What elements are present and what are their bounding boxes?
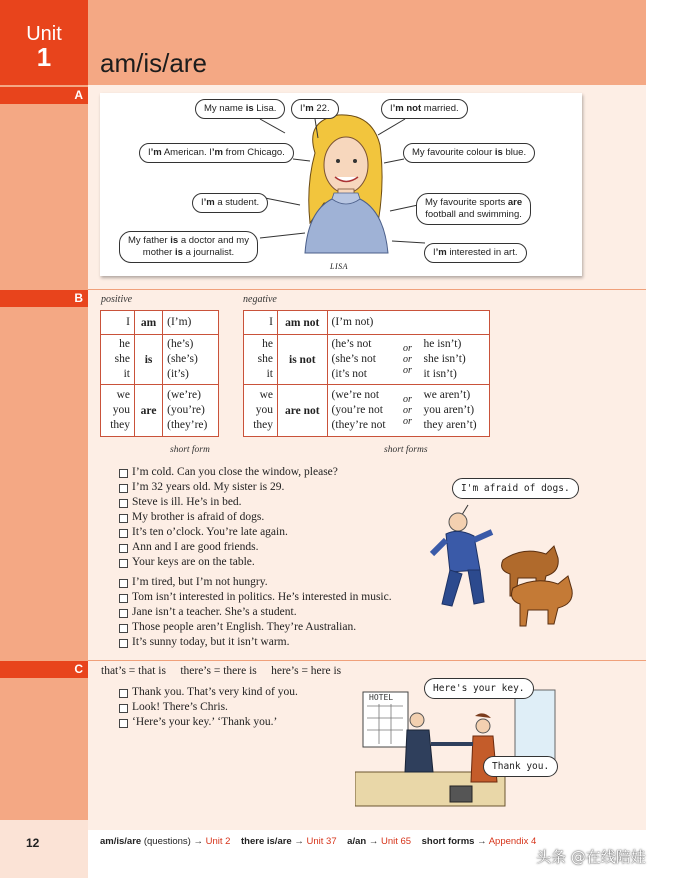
bubble-american: I’m American. I’m from Chicago.: [139, 143, 294, 163]
verb-cell: am not: [278, 311, 328, 335]
examples-list-1: [119, 465, 338, 570]
negative-label: negative: [243, 294, 277, 305]
section-b-divider: [88, 289, 646, 290]
contraction-equations: that’s = that is there’s = there is here’s = here is: [101, 665, 342, 677]
unit-word: Unit: [26, 23, 62, 45]
short-form-label-left: short form: [170, 445, 210, 455]
ref-topic: am/is/are: [100, 836, 142, 847]
ref-topic: short forms: [421, 836, 475, 847]
ref-link[interactable]: Unit 2: [205, 836, 231, 847]
or-cell: or or or: [398, 385, 419, 437]
verb-cell: is: [135, 335, 163, 385]
hotel-sign: HOTEL: [369, 693, 394, 702]
alt-form-cell: he isn’t) she isn’t) it isn’t): [419, 335, 489, 385]
unit-badge: [0, 0, 88, 85]
list-item: My brother is afraid of dogs.: [119, 510, 338, 525]
list-item: Steve is ill. He’s in bed.: [119, 495, 338, 510]
examples-list-3: [119, 685, 298, 730]
positive-table: [100, 310, 219, 437]
short-form-cell: (I’m): [163, 311, 219, 335]
section-c-divider: [88, 660, 646, 661]
pronoun-cell: he she it: [244, 335, 278, 385]
key-speech-bubble: Here's your key.: [424, 678, 534, 699]
ref-topic: a/an: [347, 836, 367, 847]
list-item: I’m cold. Can you close the window, please?: [119, 465, 338, 480]
left-band: [0, 0, 88, 878]
page-title: am/is/are: [100, 48, 207, 78]
bubble-sports: My favourite sports are football and swimming.: [416, 193, 531, 225]
short-form-cell: (he’s) (she’s) (it’s): [163, 335, 219, 385]
page-number: 12: [26, 836, 40, 850]
or-cell: or or or: [398, 335, 419, 385]
cross-references: am/is/are (questions) → Unit 2 there is/are → Unit 37 a/an → Unit 65 short forms → Appendix 4: [100, 836, 537, 847]
bubble-art: I’m interested in art.: [424, 243, 527, 263]
short-form-cell: (I’m not): [327, 311, 489, 335]
positive-label: positive: [101, 294, 133, 305]
list-item: It’s ten o’clock. You’re late again.: [119, 525, 338, 540]
list-item: I’m tired, but I’m not hungry.: [119, 575, 392, 590]
list-item: Ann and I are good friends.: [119, 540, 338, 555]
ref-link[interactable]: Unit 65: [380, 836, 412, 847]
man-and-dogs-illustration: [428, 500, 588, 630]
list-item: Your keys are on the table.: [119, 555, 338, 570]
list-item: Look! There’s Chris.: [119, 700, 298, 715]
bubble-colour: My favourite colour is blue.: [403, 143, 535, 163]
list-item: Jane isn’t a teacher. She’s a student.: [119, 605, 392, 620]
alt-form-cell: we aren’t) you aren’t) they aren’t): [419, 385, 489, 437]
list-item: It’s sunny today, but it isn’t warm.: [119, 635, 392, 650]
list-item: Those people aren’t English. They’re Australian.: [119, 620, 392, 635]
pronoun-cell: I: [244, 311, 278, 335]
list-item: ‘Here’s your key.’ ‘Thank you.’: [119, 715, 298, 730]
section-c-marker: C: [0, 661, 88, 678]
bubble-married: I’m not married.: [381, 99, 468, 119]
pronoun-cell: I: [101, 311, 135, 335]
verb-cell: am: [135, 311, 163, 335]
watermark: 头条 @在线陪娃: [536, 848, 646, 866]
bubble-age: I’m 22.: [291, 99, 339, 119]
bubble-father: My father is a doctor and my mother is a journalist.: [119, 231, 258, 263]
verb-cell: are: [135, 385, 163, 437]
list-item: Thank you. That’s very kind of you.: [119, 685, 298, 700]
hotel-reception-illustration: [355, 682, 573, 812]
short-forms-label-right: short forms: [384, 445, 428, 455]
unit-number: 1: [36, 42, 52, 72]
short-form-cell: (he’s not (she’s not (it’s not: [327, 335, 398, 385]
lisa-caption: LISA: [330, 262, 348, 271]
section-b-marker: B: [0, 290, 88, 307]
ref-link[interactable]: Unit 37: [306, 836, 337, 847]
bubble-student: I’m a student.: [192, 193, 268, 213]
list-item: Tom isn’t interested in politics. He’s interested in music.: [119, 590, 392, 605]
examples-list-2: [119, 575, 392, 650]
negative-table: [243, 310, 490, 437]
bubble-name: My name is Lisa.: [195, 99, 285, 119]
pronoun-cell: we you they: [244, 385, 278, 437]
verb-cell: is not: [278, 335, 328, 385]
ref-topic: there is/are: [241, 836, 292, 847]
section-a-marker: A: [0, 87, 88, 104]
left-band-footer: [0, 820, 88, 878]
verb-cell: are not: [278, 385, 328, 437]
pronoun-cell: he she it: [101, 335, 135, 385]
ref-link[interactable]: Appendix 4: [488, 836, 537, 847]
thanks-speech-bubble: Thank you.: [483, 756, 558, 777]
short-form-cell: (we’re not (you’re not (they’re not: [327, 385, 398, 437]
short-form-cell: (we’re) (you’re) (they’re): [163, 385, 219, 437]
dog-speech-bubble: I'm afraid of dogs.: [452, 478, 579, 499]
list-item: I’m 32 years old. My sister is 29.: [119, 480, 338, 495]
pronoun-cell: we you they: [101, 385, 135, 437]
